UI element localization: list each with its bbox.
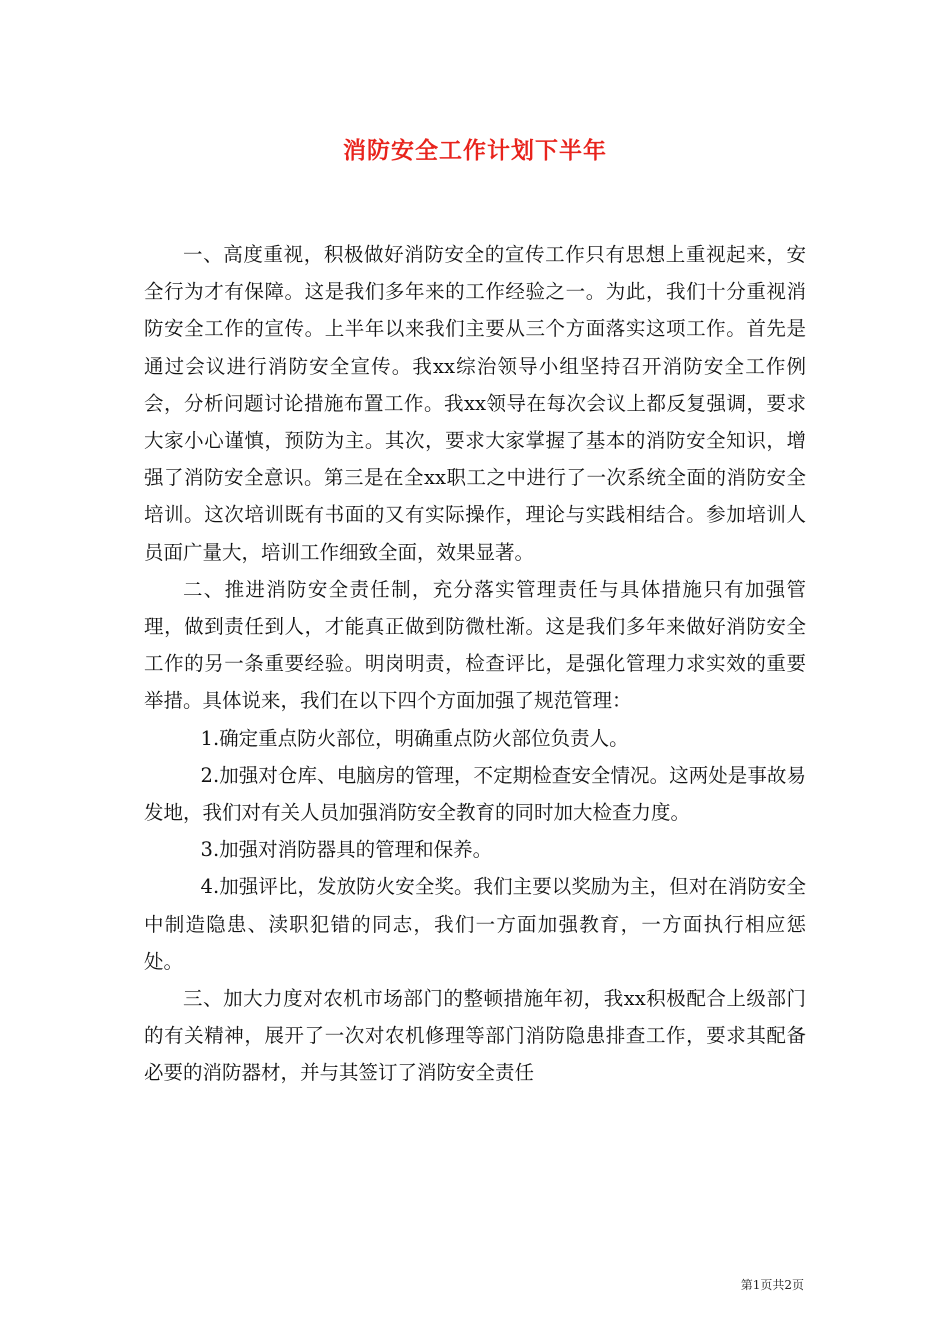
page-number: 第1页共2页 [740, 1278, 804, 1292]
list-item-4: 4.加强评比，发放防火安全奖。我们主要以奖励为主，但对在消防安全中制造隐患、渎职犯错的同志，我们一方面加强教育，一方面执行相应惩处。 [144, 875, 806, 973]
document-title: 消防安全工作计划下半年 [343, 138, 607, 164]
list-item-3: 3.加强对消防器具的管理和保养。 [200, 838, 493, 862]
paragraph-2: 二、推进消防安全责任制，充分落实管理责任与具体措施只有加强管理，做到责任到人，才能真正做到防微杜渐。这是我们多年来做好消防安全工作的另一条重要经验。明岗明责，检查评比，是强化管理力求实效的重要举措。具体说来，我们在以下四个方面加强了规范管理： [144, 577, 806, 713]
paragraph-1: 一、高度重视，积极做好消防安全的宣传工作只有思想上重视起来，安全行为才有保障。这是我们多年来的工作经验之一。为此，我们十分重视消防安全工作的宣传。上半年以来我们主要从三个方面落实这项工作。首先是通过会议进行消防安全宣传。我xx综治领导小组坚持召开消防安全工作例会，分析问题讨论措施布置工作。我xx领导在每次会议上都反复强调，要求大家小心谨慎，预防为主。其次，要求大家掌握了基本的消防安全知识，增强了消防安全意识。第三是在全xx职工之中进行了一次系统全面的消防安全培训。这次培训既有书面的又有实际操作，理论与实践相结合。参加培训人员面广量大，培训工作细致全面，效果显著。 [144, 243, 806, 564]
paragraph-3: 三、加大力度对农机市场部门的整顿措施年初，我xx积极配合上级部门的有关精神，展开了一次对农机修理等部门消防隐患排查工作，要求其配备必要的消防器材，并与其签订了消防安全责任 [144, 987, 806, 1085]
document-body [144, 236, 806, 1092]
list-item-2: 2.加强对仓库、电脑房的管理，不定期检查安全情况。这两处是事故易发地，我们对有关人员加强消防安全教育的同时加大检查力度。 [144, 763, 806, 825]
list-item-1: 1.确定重点防火部位，明确重点防火部位负责人。 [200, 726, 629, 750]
